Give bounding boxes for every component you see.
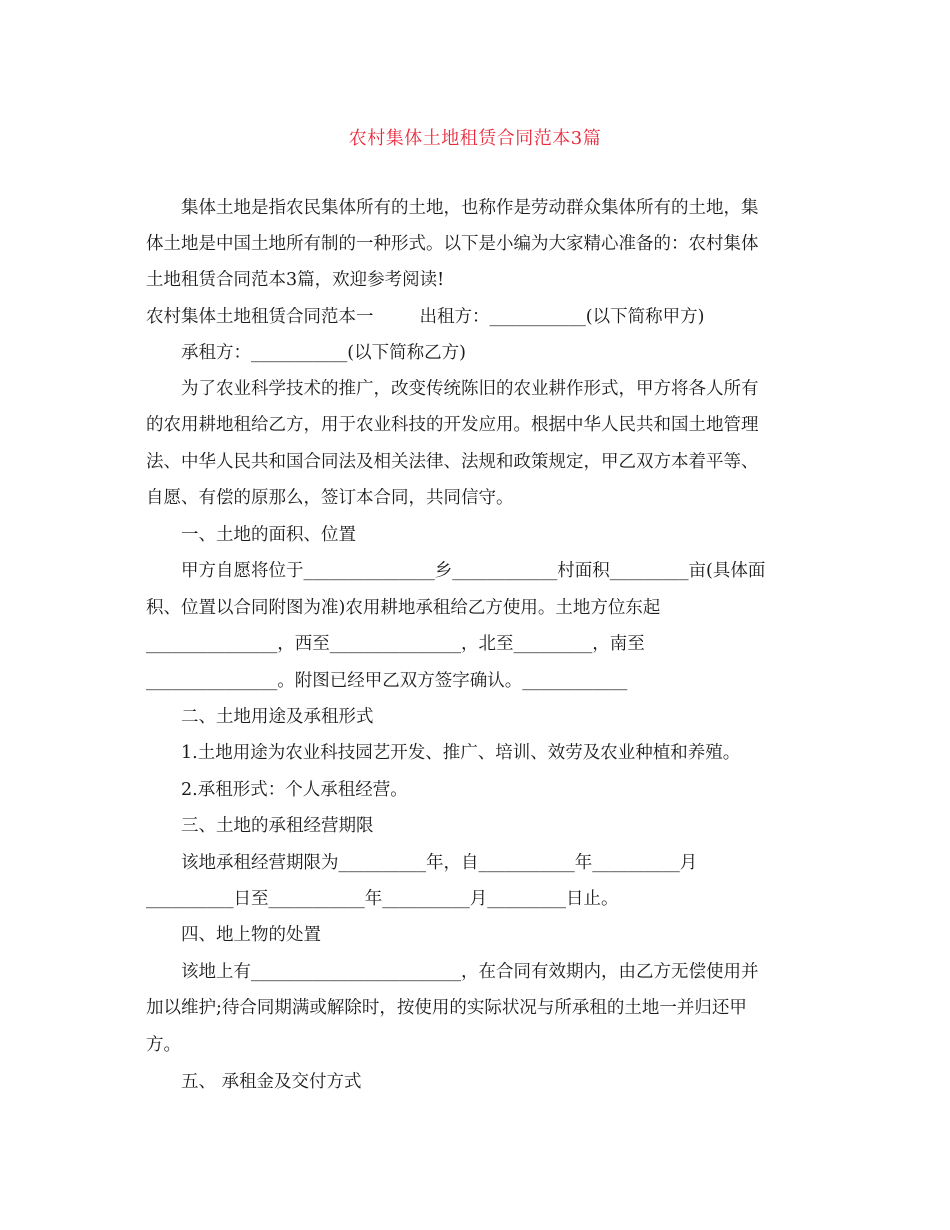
intro-line-1: 集体土地是指农民集体所有的土地，也称作是劳动群众集体所有的土地，集 <box>181 198 759 218</box>
section-2-heading: 二、土地用途及承租形式 <box>181 707 374 727</box>
section-5-heading: 五、 承租金及交付方式 <box>181 1072 362 1092</box>
intro-line-2: 体土地是中国土地所有制的一种形式。以下是小编为大家精心准备的：农村集体 <box>146 234 759 254</box>
preamble-line-4: 自愿、有偿的原那么，签订本合同，共同信守。 <box>146 488 514 508</box>
section-4-line-2: 加以维护;待合同期满或解除时，按使用的实际状况与所承租的土地一并归还甲 <box>146 998 747 1018</box>
contract-one-heading: 农村集体土地租赁合同范本一 <box>146 307 374 327</box>
section-2-item-1: 1.土地用途为农业科技园艺开发、推广、培训、效劳及农业种植和养殖。 <box>181 743 741 763</box>
document-title: 农村集体土地租赁合同范本3篇 <box>348 128 602 149</box>
section-3-line-2: __________日至___________年__________月_________日止。 <box>146 889 619 909</box>
section-4-heading: 四、地上物的处置 <box>181 925 321 945</box>
contract-heading-row <box>146 305 704 329</box>
section-3-line-1: 该地承租经营期限为__________年，自___________年__________月 <box>181 853 698 873</box>
preamble-line-1: 为了农业科学技术的推广，改变传统陈旧的农业耕作形式，甲方将各人所有 <box>181 379 759 399</box>
section-3-heading: 三、土地的承租经营期限 <box>181 816 374 836</box>
intro-line-3: 土地租赁合同范本3篇，欢迎参考阅读! <box>146 270 445 290</box>
section-1-line-3: _______________，西至_______________，北至_________，南至 <box>146 634 645 654</box>
section-1-line-1: 甲方自愿将位于_______________乡____________村面积_________亩(具体面 <box>181 561 766 581</box>
section-1-heading: 一、土地的面积、位置 <box>181 525 356 545</box>
section-4-line-3: 方。 <box>146 1035 181 1055</box>
lessor-line: 出租方：___________(以下简称甲方) <box>419 307 705 327</box>
preamble-line-2: 的农用耕地租给乙方，用于农业科技的开发应用。根据中华人民共和国土地管理 <box>146 415 759 435</box>
section-1-line-4: _______________。附图已经甲乙双方签字确认。____________ <box>146 671 628 691</box>
section-4-line-1: 该地上有________________________，在合同有效期内，由乙方无偿使用并 <box>181 962 759 982</box>
lessee-line: 承租方：___________(以下简称乙方) <box>181 343 466 363</box>
section-1-line-2: 积、位置以合同附图为准)农用耕地承租给乙方使用。土地方位东起 <box>146 598 661 618</box>
preamble-line-3: 法、中华人民共和国合同法及相关法律、法规和政策规定，甲乙双方本着平等、 <box>146 452 759 472</box>
section-2-item-2: 2.承租形式：个人承租经营。 <box>181 780 408 800</box>
